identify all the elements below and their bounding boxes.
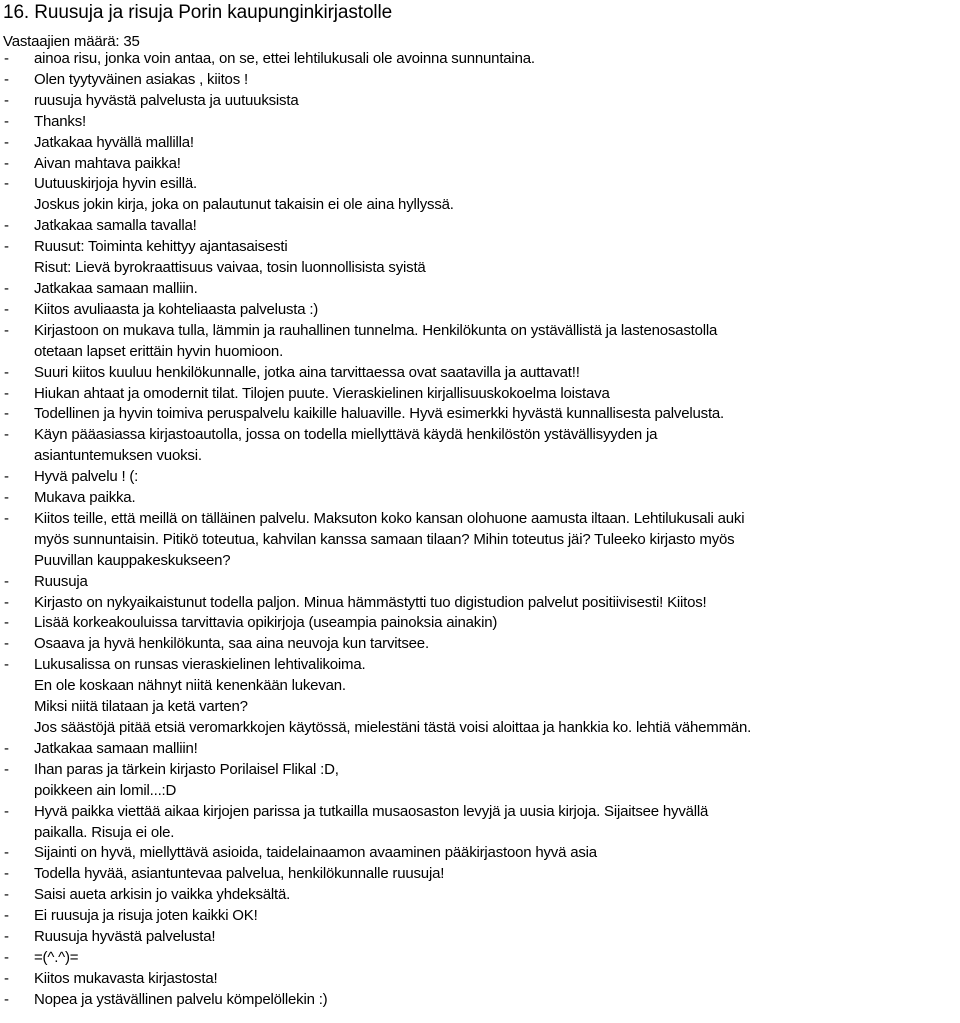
response-item: [0, 216, 960, 237]
response-text: Ruusuja hyvästä palvelusta!: [34, 928, 216, 946]
response-item: [0, 70, 960, 91]
response-text: ainoa risu, jonka voin antaa, on se, ettei lehtilukusali ole avoinna sunnuntaina.: [34, 50, 535, 67]
response-item: [0, 237, 960, 279]
bullet-dash: -: [4, 635, 9, 653]
response-item: [0, 321, 960, 363]
response-text: Jatkakaa hyvällä mallilla!: [34, 133, 194, 151]
response-text: Jatkakaa samaan malliin!: [34, 739, 198, 757]
bullet-dash: -: [4, 739, 9, 757]
response-text: Lisää korkeakouluissa tarvittavia opikirjoja (useampia painoksia ainakin): [34, 614, 498, 632]
response-item: [0, 509, 960, 572]
bullet-dash: -: [4, 133, 9, 151]
bullet-dash: -: [4, 489, 9, 507]
bullet-dash: -: [4, 321, 9, 339]
bullet-dash: -: [4, 572, 9, 590]
bullet-dash: -: [4, 426, 9, 444]
response-item: [0, 990, 960, 1011]
bullet-dash: -: [4, 217, 9, 235]
bullet-dash: -: [4, 948, 9, 966]
response-text: Hiukan ahtaat ja omodernit tilat. Tilojen puute. Vieraskielinen kirjallisuuskokoelma loistava: [34, 384, 610, 402]
response-text: Todellinen ja hyvin toimiva peruspalvelu kaikille haluaville. Hyvä esimerkki hyvästä kunnallisesta palvelusta.: [34, 405, 725, 423]
response-item: [0, 133, 960, 154]
response-item: [0, 802, 960, 844]
bullet-dash: -: [4, 363, 9, 381]
bullet-dash: -: [4, 175, 9, 193]
response-text: Osaava ja hyvä henkilökunta, saa aina neuvoja kun tarvitsee.: [34, 635, 429, 653]
bullet-dash: -: [4, 593, 9, 611]
response-text: Thanks!: [34, 112, 86, 130]
response-text: Aivan mahtava paikka!: [34, 154, 181, 172]
bullet-dash: -: [4, 760, 9, 778]
bullet-dash: -: [4, 865, 9, 883]
response-list: [0, 49, 960, 1011]
response-text: Ei ruusuja ja risuja joten kaikki OK!: [34, 907, 258, 925]
bullet-dash: -: [4, 405, 9, 423]
response-text: Hyvä palvelu ! (:: [34, 468, 139, 486]
bullet-dash: -: [4, 969, 9, 987]
response-text: Suuri kiitos kuuluu henkilökunnalle, jotka aina tarvittaessa ovat saatavilla ja auttavat!!: [34, 363, 580, 381]
response-item: [0, 948, 960, 969]
bullet-dash: -: [4, 238, 9, 256]
response-text: Jatkakaa samalla tavalla!: [34, 217, 197, 235]
response-text: Käyn pääasiassa kirjastoautolla, jossa on todella miellyttävä käydä henkilöstön ystävällisyyden ja asiantuntemuksen vuoksi.: [34, 426, 658, 465]
bullet-dash: -: [4, 154, 9, 172]
bullet-dash: -: [4, 91, 9, 109]
response-text: Ruusuja: [34, 572, 88, 590]
response-item: [0, 467, 960, 488]
response-text: Ihan paras ja tärkein kirjasto Porilaisel Flikal :D, poikkeen ain lomil...:D: [34, 760, 339, 799]
response-text: Sijainti on hyvä, miellyttävä asioida, taidelainaamon avaaminen pääkirjastoon hyvä asia: [34, 844, 597, 862]
response-item: [0, 843, 960, 864]
response-item: [0, 300, 960, 321]
response-item: [0, 655, 960, 739]
bullet-dash: -: [4, 384, 9, 402]
bullet-dash: -: [4, 656, 9, 674]
bullet-dash: -: [4, 886, 9, 904]
bullet-dash: -: [4, 844, 9, 862]
bullet-dash: -: [4, 990, 9, 1008]
response-item: [0, 154, 960, 175]
response-item: [0, 174, 960, 216]
response-item: [0, 488, 960, 509]
bullet-dash: -: [4, 300, 9, 318]
response-text: Kiitos teille, että meillä on tälläinen palvelu. Maksuton koko kansan olohuone aamusta iltaan. Lehtilukusali auki myös sunnuntaisin. Pitikö toteutua, kahvilan kanssa samaan tilaan? Mihin toteutus jäi? Tuleeko kirjasto myös Puuvillan kauppakeskukseen?: [34, 509, 745, 569]
response-text: Kirjasto on nykyaikaistunut todella paljon. Minua hämmästytti tuo digistudion palvelut positiivisesti! Kiitos!: [34, 593, 707, 611]
response-item: [0, 404, 960, 425]
response-text: Jatkakaa samaan malliin.: [34, 279, 198, 297]
response-text: Olen tyytyväinen asiakas , kiitos !: [34, 70, 248, 88]
bullet-dash: -: [4, 112, 9, 130]
response-text: Kiitos mukavasta kirjastosta!: [34, 969, 218, 987]
response-item: [0, 91, 960, 112]
response-text: Mukava paikka.: [34, 489, 136, 507]
response-item: [0, 572, 960, 593]
response-text: ruusuja hyvästä palvelusta ja uutuuksista: [34, 91, 299, 109]
bullet-dash: -: [4, 802, 9, 820]
response-item: [0, 49, 960, 70]
bullet-dash: -: [4, 468, 9, 486]
bullet-dash: -: [4, 614, 9, 632]
response-text: Kiitos avuliaasta ja kohteliaasta palvelusta :): [34, 300, 319, 318]
response-item: [0, 760, 960, 802]
response-item: [0, 739, 960, 760]
response-item: [0, 363, 960, 384]
bullet-dash: -: [4, 70, 9, 88]
response-text: Nopea ja ystävällinen palvelu kömpelöllekin :): [34, 990, 328, 1008]
response-item: [0, 906, 960, 927]
response-item: [0, 969, 960, 990]
bullet-dash: -: [4, 907, 9, 925]
response-item: [0, 634, 960, 655]
response-text: Ruusut: Toiminta kehittyy ajantasaisesti Risut: Lievä byrokraattisuus vaivaa, tosin luonnollisista syistä: [34, 238, 426, 277]
response-text: Todella hyvää, asiantuntevaa palvelua, henkilökunnalle ruusuja!: [34, 865, 445, 883]
response-item: [0, 593, 960, 614]
response-item: [0, 112, 960, 133]
response-text: =(^.^)=: [34, 948, 79, 966]
section-title: 16. Ruusuja ja risuja Porin kaupunginkirjastolle: [3, 2, 393, 23]
bullet-dash: -: [4, 928, 9, 946]
response-item: [0, 613, 960, 634]
response-item: [0, 384, 960, 405]
response-item: [0, 279, 960, 300]
response-text: Lukusalissa on runsas vieraskielinen lehtivalikoima. En ole koskaan nähnyt niitä kenenkään lukevan. Miksi niitä tilataan ja ketä varten? Jos säästöjä pitää etsiä veromarkkojen käytössä, mielestäni tästä voisi aloittaa ja hankkia ko. lehtiä vähemmän.: [34, 656, 752, 736]
bullet-dash: -: [4, 50, 9, 67]
response-text: Saisi aueta arkisin jo vaikka yhdeksältä.: [34, 886, 291, 904]
bullet-dash: -: [4, 279, 9, 297]
response-item: [0, 425, 960, 467]
bullet-dash: -: [4, 509, 9, 527]
response-item: [0, 927, 960, 948]
response-item: [0, 885, 960, 906]
response-text: Kirjastoon on mukava tulla, lämmin ja rauhallinen tunnelma. Henkilökunta on ystävällistä ja lastenosastolla otetaan lapset erittäin hyvin huomioon.: [34, 321, 718, 360]
response-text: Uutuuskirjoja hyvin esillä. Joskus jokin kirja, joka on palautunut takaisin ei ole aina hyllyssä.: [34, 175, 454, 214]
response-text: Hyvä paikka viettää aikaa kirjojen parissa ja tutkailla musaosaston levyjä ja uusia kirjoja. Sijaitsee hyvällä paikalla. Risuja ei ole.: [34, 802, 709, 841]
response-item: [0, 864, 960, 885]
respondent-count: Vastaajien määrä: 35: [3, 33, 140, 50]
